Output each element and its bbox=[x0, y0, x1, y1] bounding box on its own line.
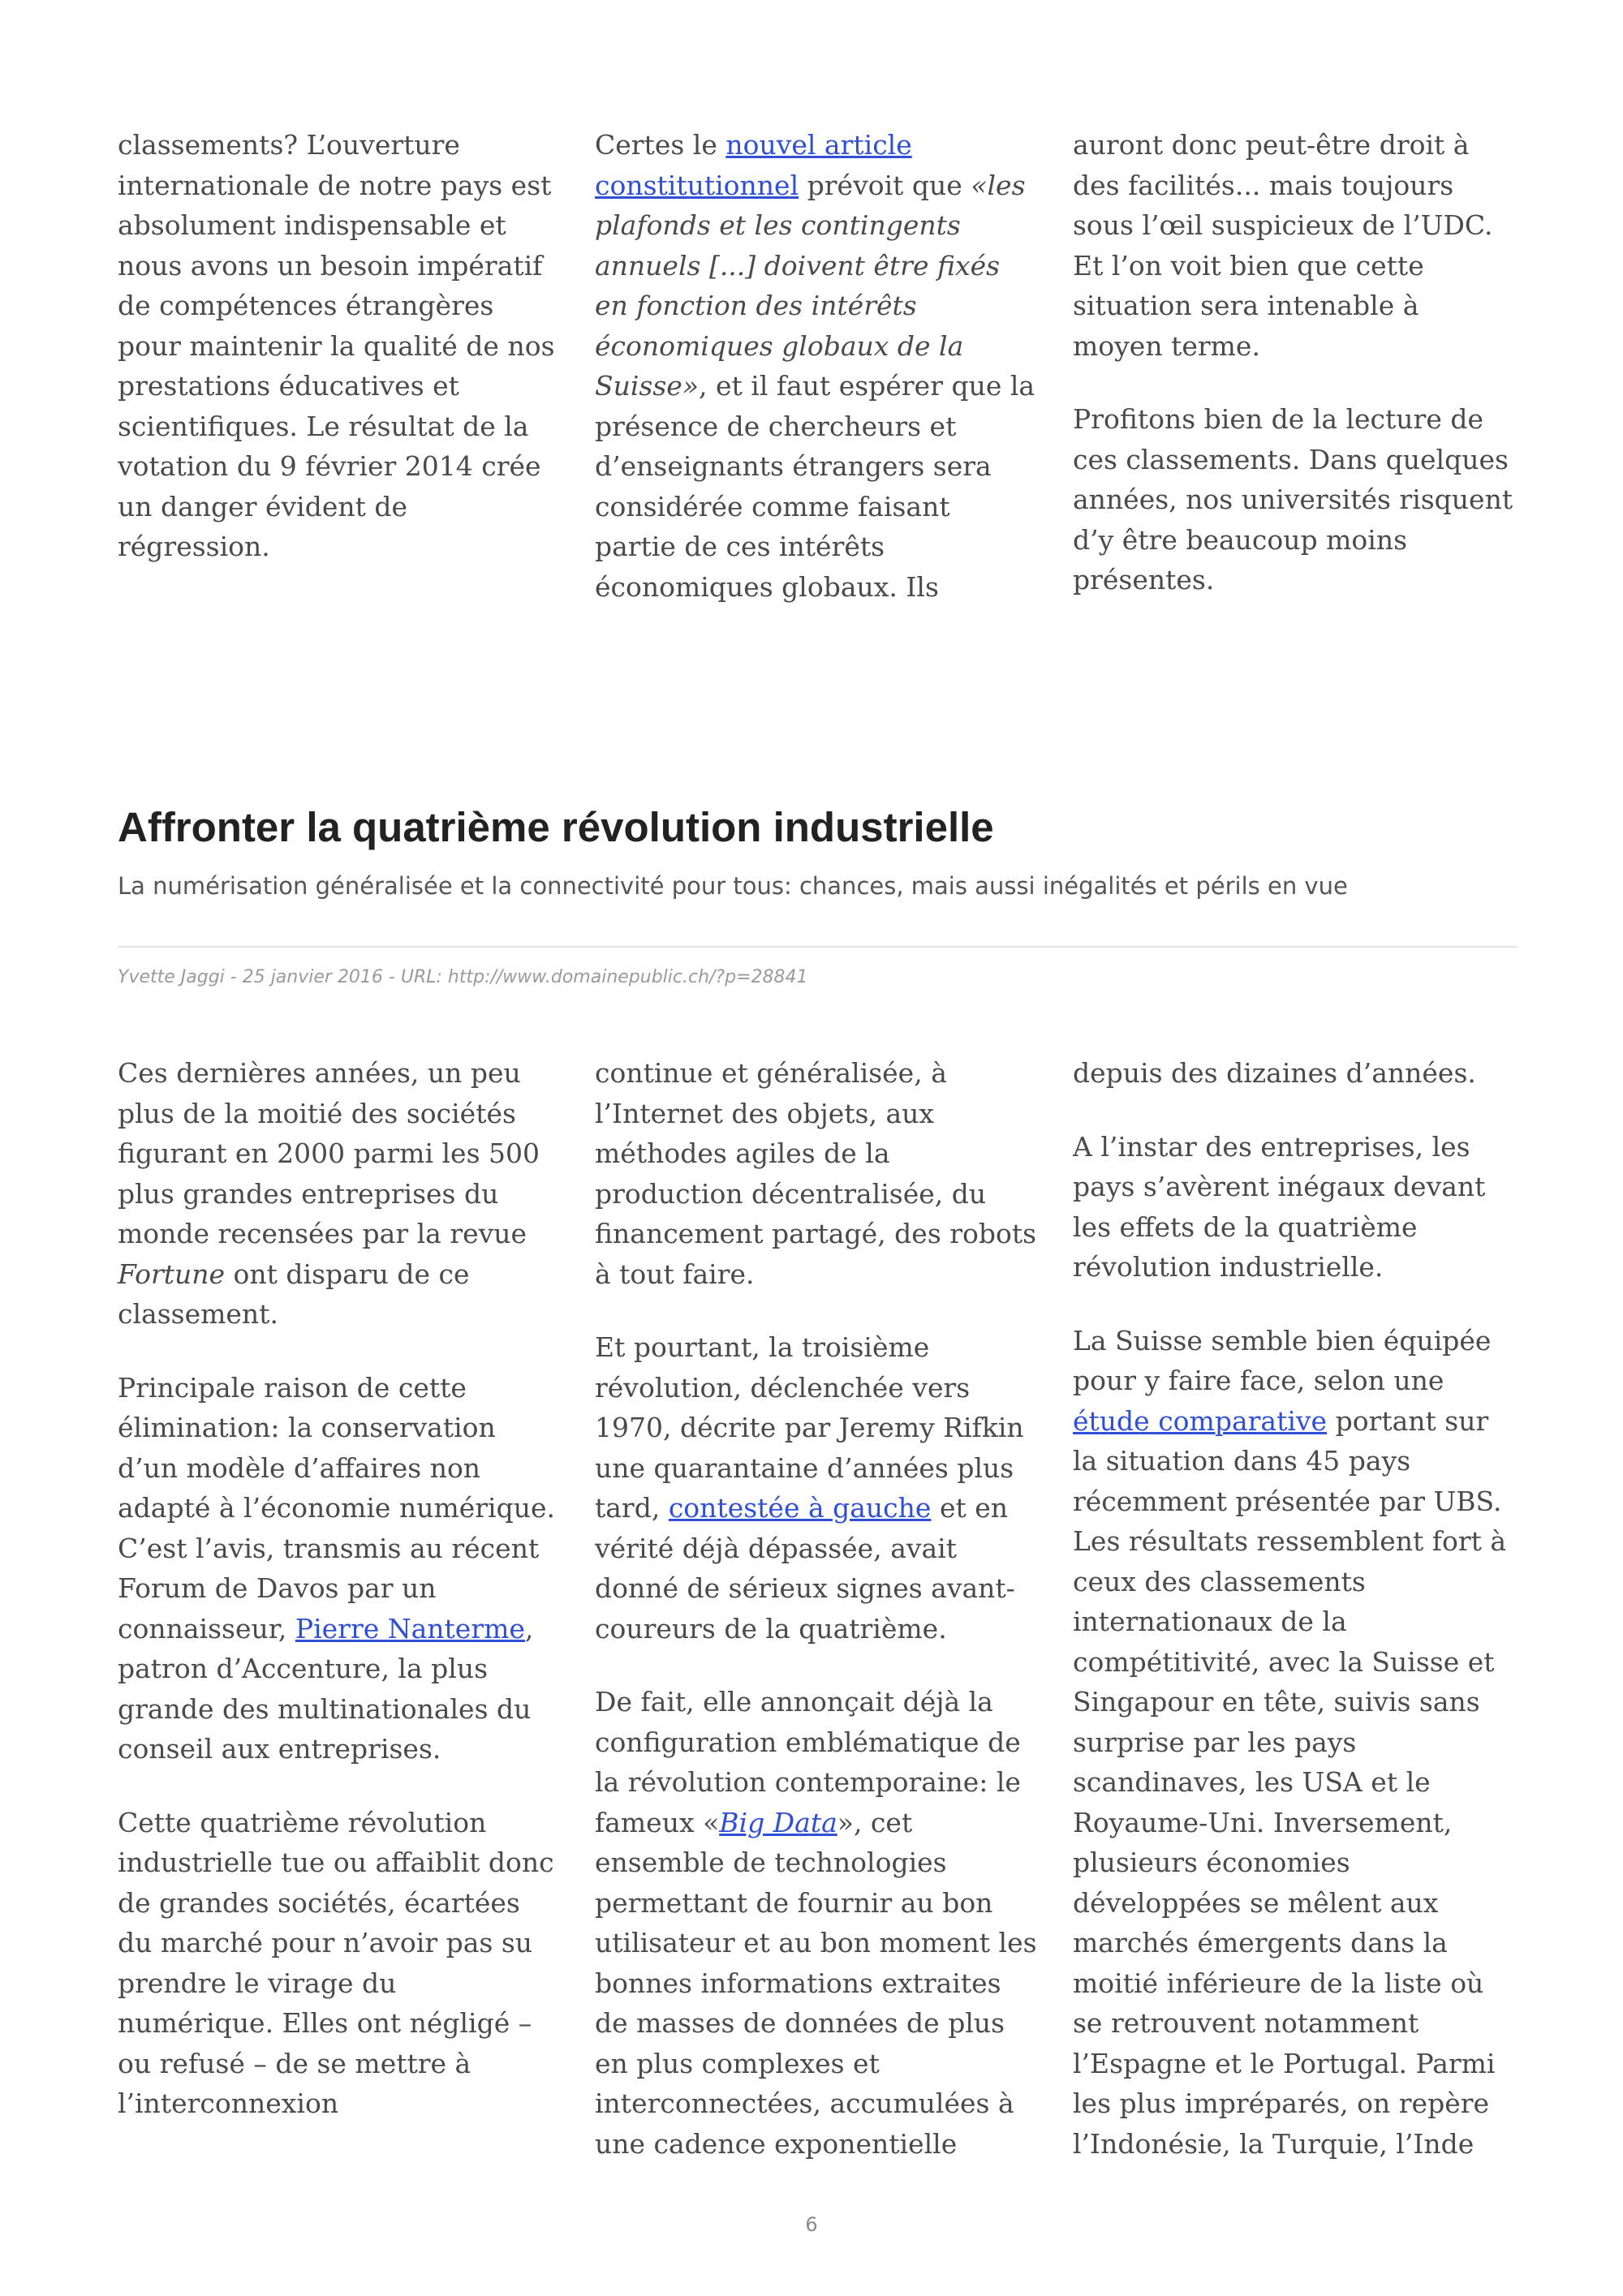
prev-col3-paragraph-1: auront donc peut-être droit à des facilités... mais toujours sous l’œil suspicieux de l’UDC. Et l’on voit bien que cette situation sera intenable à moyen terme. bbox=[1073, 129, 1493, 362]
article-meta: Yvette Jaggi - 25 janvier 2016 - URL: http://www.domainepublic.ch/?p=28841 bbox=[118, 967, 808, 987]
contestee-a-gauche-link[interactable]: contestée à gauche bbox=[668, 1492, 932, 1524]
prev-col2-paragraph-1 bbox=[595, 125, 1037, 607]
constitutional-article-link[interactable]: nouvel article constitutionnel bbox=[595, 129, 912, 201]
magazine-name: Fortune bbox=[118, 1258, 226, 1290]
etude-comparative-link[interactable]: étude comparative bbox=[1073, 1404, 1328, 1437]
col3-paragraph-3 bbox=[1073, 1321, 1515, 2165]
col1-paragraph-3: Cette quatrième révolution industrielle tue ou affaiblit donc de grandes sociétés, écartées du marché pour n’avoir pas su prendre le virage du numérique. Elles ont négligé – ou refusé – de se mettre à l’interconnexion bbox=[118, 1806, 554, 2119]
text-segment: Ces dernières années, un peu plus de la moitié des sociétés figurant en 2000 parmi les 500 plus grandes entreprises du monde recensées par la revue bbox=[118, 1057, 540, 1249]
article-subtitle: La numérisation généralisée et la connectivité pour tous: chances, mais aussi inégalités et périls en vue bbox=[118, 872, 1348, 900]
col1-paragraph-2 bbox=[118, 1368, 560, 1769]
article-column-3 bbox=[1073, 1053, 1515, 2164]
pierre-nanterme-link[interactable]: Pierre Nanterme bbox=[295, 1612, 525, 1645]
quote: «les plafonds et les contingents annuels [...] doivent être fixés en fonction des intérêts économiques globaux de la Suisse» bbox=[595, 169, 1026, 402]
col3-paragraph-2: A l’instar des entreprises, les pays s’avèrent inégaux devant les effets de la quatrième révolution industrielle. bbox=[1073, 1130, 1486, 1283]
prev-col1-paragraph-1: classements? L’ouverture internationale de notre pays est absolument indispensable et nous avons un besoin impératif de compétences étrangères pour maintenir la qualité de nos prestations éducatives et scientifiques. Le résultat de la votation du 9 février 2014 crée un danger évident de régression. bbox=[118, 129, 555, 562]
col2-paragraph-1: continue et généralisée, à l’Internet des objets, aux méthodes agiles de la production décentralisée, du financement partagé, des robots à tout faire. bbox=[595, 1057, 1037, 1290]
prev-article-column-2 bbox=[595, 125, 1037, 607]
article-column-1 bbox=[118, 1053, 560, 2124]
text-segment: », cet ensemble de technologies permettant de fournir au bon utilisateur et au bon moment les bonnes informations extraites de masses de données de plus en plus complexes et interconnectées, accumulées à une cadence exponentielle bbox=[595, 1806, 1037, 2160]
article-title: Affronter la quatrième révolution industrielle bbox=[118, 804, 994, 850]
text-segment: prévoit que bbox=[799, 169, 971, 201]
prev-col3-paragraph-2: Profitons bien de la lecture de ces classements. Dans quelques années, nos universités risquent d’y être beaucoup moins présentes. bbox=[1073, 403, 1513, 595]
text-segment: et en vérité déjà dépassée, avait donné de sérieux signes avant-coureurs de la quatrième. bbox=[595, 1492, 1015, 1645]
col2-paragraph-2 bbox=[595, 1327, 1037, 1649]
text-segment: Principale raison de cette élimination: la conservation d’un modèle d’affaires non adapté à l’économie numérique. C’est l’avis, transmis au récent Forum de Davos par un connaisseur, bbox=[118, 1371, 556, 1645]
text-segment: portant sur la situation dans 45 pays récemment présentée par UBS. Les résultats ressemblent fort à ceux des classements internationaux de la compétitivité, avec la Suisse et Singapour en tête, suivis sans surprise par les pays scandinaves, les USA et le Royaume-Uni. Inversement, plusieurs économies développées se mêlent aux marchés émergents dans la moitié inférieure de la liste où se retrouvent notamment l’Espagne et le Portugal. Parmi les plus impréparés, on repère l’Indonésie, la Turquie, l’Inde bbox=[1073, 1404, 1507, 2160]
text-segment: De fait, elle annonçait déjà la configuration emblématique de la révolution contemporaine: le fameux « bbox=[595, 1686, 1021, 1838]
text-segment: La Suisse semble bien équipée pour y faire face, selon une bbox=[1073, 1324, 1492, 1396]
text-segment: , patron d’Accenture, la plus grande des multinationales du conseil aux entreprises. bbox=[118, 1612, 534, 1765]
header-divider bbox=[118, 946, 1518, 948]
prev-article-column-1 bbox=[118, 125, 560, 567]
page-number: 6 bbox=[805, 2213, 818, 2236]
text-segment: Certes le bbox=[595, 129, 726, 161]
big-data-link[interactable]: Big Data bbox=[719, 1806, 837, 1838]
article-column-2 bbox=[595, 1053, 1037, 2164]
text-segment: , et il faut espérer que la présence de chercheurs et d’enseignants étrangers sera considérée comme faisant partie de ces intérêts économiques globaux. Ils bbox=[595, 370, 1035, 603]
col3-paragraph-1: depuis des dizaines d’années. bbox=[1073, 1057, 1476, 1089]
prev-article-column-3 bbox=[1073, 125, 1515, 600]
col1-paragraph-1 bbox=[118, 1053, 560, 1335]
col2-paragraph-3 bbox=[595, 1682, 1037, 2164]
text-segment: Et pourtant, la troisième révolution, déclenchée vers 1970, décrite par Jeremy Rifkin une quarantaine d’années plus tard, bbox=[595, 1331, 1024, 1524]
text-segment: ont disparu de ce classement. bbox=[118, 1258, 470, 1330]
